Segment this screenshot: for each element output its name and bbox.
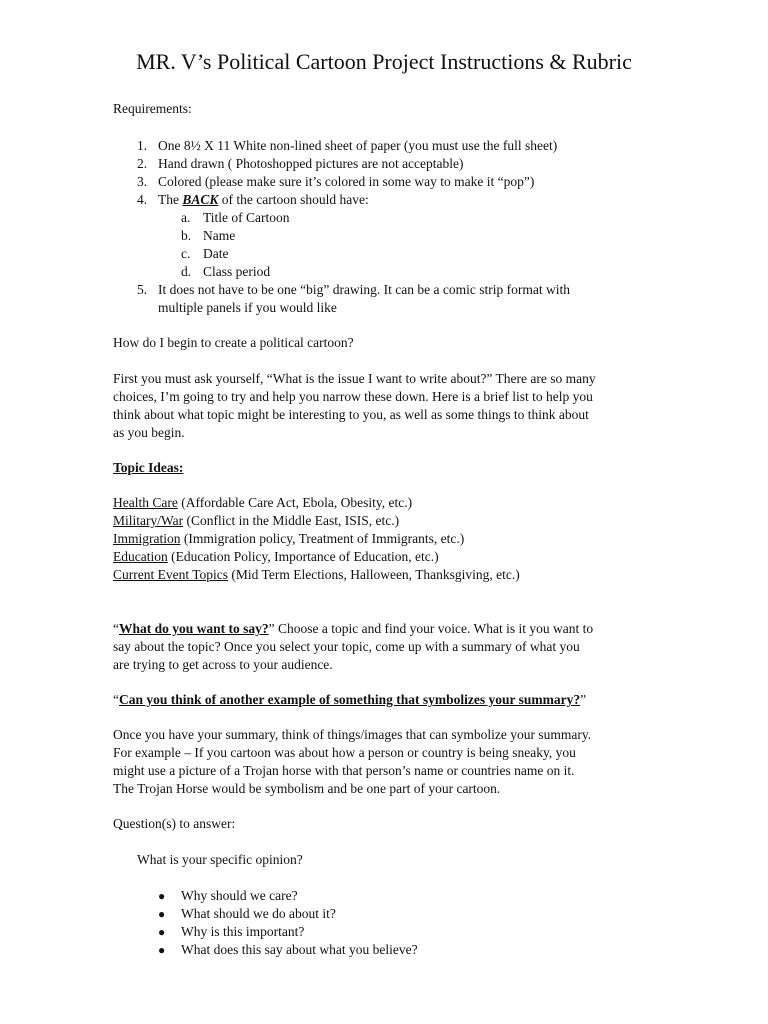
symbol-emphasis: Can you think of another example of something that symbolizes your summary?: [119, 692, 581, 707]
bullet-icon: ●: [158, 943, 166, 957]
quote-mark: ”: [580, 692, 587, 707]
bullet-item: What does this say about what you believe?: [181, 942, 418, 957]
sub-item-letter: c.: [181, 246, 191, 261]
requirement-item: One 8½ X 11 White non-lined sheet of paper (you must use the full sheet): [158, 138, 558, 153]
summary-line: might use a picture of a Trojan horse with that person’s name or countries name on it.: [113, 763, 575, 778]
bullet-icon: ●: [158, 907, 166, 921]
sub-item-letter: d.: [181, 264, 192, 279]
sub-item: Date: [203, 246, 229, 261]
bullet-item: Why should we care?: [181, 888, 298, 903]
say-paragraph-line: say about the topic? Once you select your topic, come up with a summary of what you: [113, 639, 580, 654]
page-title: MR. V’s Political Cartoon Project Instructions & Rubric: [136, 49, 632, 74]
topic-item: [113, 548, 439, 566]
topic-desc: (Education Policy, Importance of Education, etc.): [167, 549, 439, 564]
bullet-icon: ●: [158, 889, 166, 903]
intro-line: think about what topic might be interesting to you, as well as some things to think about: [113, 407, 589, 422]
topic-item: [113, 512, 399, 530]
quote-mark: “: [113, 621, 119, 636]
sub-item: Title of Cartoon: [203, 210, 290, 225]
topic-ideas-heading: Topic Ideas:: [113, 460, 184, 475]
sub-item-letter: b.: [181, 228, 192, 243]
intro-line: choices, I’m going to try and help you narrow these down. Here is a brief list to help you: [113, 389, 593, 404]
opinion-question: What is your specific opinion?: [137, 852, 303, 867]
topic-desc: (Mid Term Elections, Halloween, Thanksgiving, etc.): [228, 567, 520, 582]
list-number: 1.: [137, 138, 148, 153]
intro-line: First you must ask yourself, “What is the issue I want to write about?” There are so many: [113, 371, 596, 386]
topic-desc: (Immigration policy, Treatment of Immigrants, etc.): [180, 531, 465, 546]
say-emphasis: What do you want to say?: [119, 621, 269, 636]
symbol-question: [113, 691, 586, 709]
list-number: 4.: [137, 192, 148, 207]
requirement-item: Hand drawn ( Photoshopped pictures are not acceptable): [158, 156, 464, 171]
topic-desc: (Affordable Care Act, Ebola, Obesity, etc.): [177, 495, 413, 510]
topic-item: [113, 530, 464, 548]
bullet-icon: ●: [158, 925, 166, 939]
requirement-text: The: [158, 192, 183, 207]
questions-heading: Question(s) to answer:: [113, 816, 236, 831]
topic-name: Military/War: [113, 513, 184, 528]
summary-line: Once you have your summary, think of things/images that can symbolize your summary.: [113, 727, 592, 742]
list-number: 3.: [137, 174, 148, 189]
list-number: 2.: [137, 156, 148, 171]
topic-desc: (Conflict in the Middle East, ISIS, etc.): [183, 513, 400, 528]
summary-line: The Trojan Horse would be symbolism and be one part of your cartoon.: [113, 781, 501, 796]
requirement-item-continued: multiple panels if you would like: [158, 300, 337, 315]
quote-mark: ”: [268, 621, 275, 636]
topic-name: Education: [113, 549, 168, 564]
requirement-item: Colored (please make sure it’s colored in some way to make it “pop”): [158, 174, 535, 189]
requirement-item: [158, 191, 369, 209]
quote-mark: “: [113, 692, 119, 707]
topic-item: [113, 566, 520, 584]
list-number: 5.: [137, 282, 148, 297]
back-emphasis: BACK: [182, 192, 219, 207]
topic-name: Health Care: [113, 495, 178, 510]
topic-item: [113, 494, 412, 512]
requirements-heading: Requirements:: [113, 101, 192, 116]
bullet-item: What should we do about it?: [181, 906, 336, 921]
say-text: Choose a topic and find your voice. What is it you want to: [274, 621, 594, 636]
summary-line: For example – If you cartoon was about how a person or country is being sneaky, you: [113, 745, 576, 760]
requirement-text: of the cartoon should have:: [218, 192, 369, 207]
requirement-item: It does not have to be one “big” drawing. It can be a comic strip format with: [158, 282, 570, 297]
say-paragraph-line: [113, 620, 593, 638]
begin-question: How do I begin to create a political cartoon?: [113, 335, 354, 350]
topic-name: Immigration: [113, 531, 181, 546]
sub-item: Name: [203, 228, 236, 243]
intro-line: as you begin.: [113, 425, 185, 440]
topic-name: Current Event Topics: [113, 567, 229, 582]
sub-item-letter: a.: [181, 210, 191, 225]
say-paragraph-line: are trying to get across to your audience.: [113, 657, 333, 672]
bullet-item: Why is this important?: [181, 924, 305, 939]
sub-item: Class period: [203, 264, 271, 279]
